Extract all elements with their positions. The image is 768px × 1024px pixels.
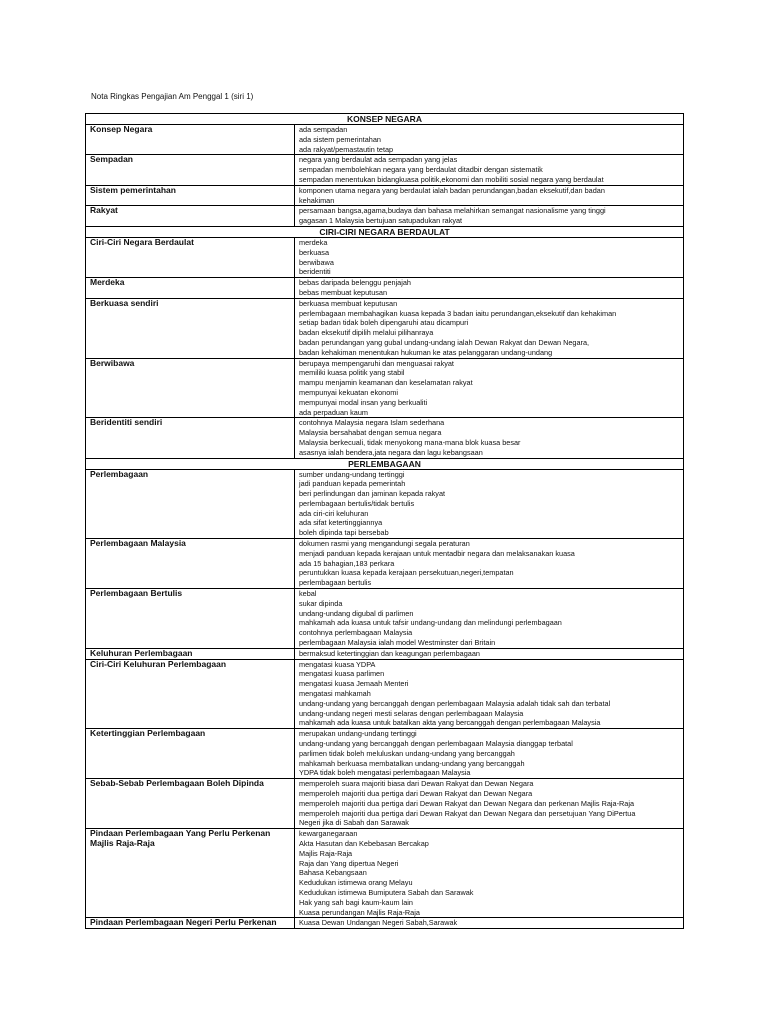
definition-line: ada perpaduan kaum (299, 407, 368, 417)
definition-line: ada ciri-ciri keluhuran (299, 508, 369, 518)
definition-line: parlimen tidak boleh meluluskan undang-undang yang bercanggah (299, 748, 515, 758)
definition-line: undang-undang yang bercanggah dengan perlembagaan Malaysia dianggap terbatal (299, 739, 573, 749)
definition-line: contohnya Malaysia negara Islam sederhana (299, 418, 445, 428)
table-row (86, 358, 684, 418)
term-cell: Rakyat (86, 206, 295, 227)
definition-line: sempadan menentukan bidangkuasa politik,ekonomi dan mobiliti sosial negara yang berdaulat (299, 174, 604, 184)
term-cell: Perlembagaan Malaysia (86, 539, 295, 589)
definition-line: mengatasi kuasa parlimen (299, 669, 385, 679)
section-heading-row (86, 458, 684, 469)
table-row (86, 237, 684, 277)
definition-line: Kedudukan istimewa orang Melayu (299, 878, 413, 888)
definition-cell (295, 659, 684, 729)
definition-line: memperoleh majoriti dua pertiga dari Dewan Rakyat dan Dewan Negara (299, 789, 533, 798)
definition-line: sukar dipinda (299, 598, 343, 608)
definition-line: mahkamah ada kuasa untuk batalkan akta yang bercanggah dengan perlembagaan Malaysia (299, 718, 601, 728)
definition-cell (295, 918, 684, 929)
term-cell: Ciri-Ciri Negara Berdaulat (86, 237, 295, 277)
definition-line: badan kehakiman menentukan hukuman ke atas pelanggaran undang-undang (299, 347, 553, 357)
definition-line: sempadan membolehkan negara yang berdaulat ditadbir dengan sistematik (299, 165, 543, 175)
definition-line: Kuasa perundangan Majlis Raja-Raja (299, 907, 420, 917)
definition-line: memiliki kuasa politik yang stabil (299, 368, 405, 378)
definition-line: ada rakyat/pemastautin tetap (299, 144, 394, 154)
definition-cell (295, 829, 684, 918)
definition-cell (295, 125, 684, 155)
definition-line: Raja dan Yang dipertua Negeri (299, 858, 399, 868)
definition-line: mengatasi kuasa YDPA (299, 659, 376, 669)
definition-line: perlembagaan membahagikan kuasa kepada 3 badan iaitu perundangan,eksekutif dan kehakiman (299, 308, 617, 318)
definition-line: Kedudukan istimewa Bumiputera Sabah dan Sarawak (299, 887, 474, 897)
definition-line: merdeka (299, 237, 328, 247)
definition-line: contohnya perlembagaan Malaysia (299, 628, 413, 638)
term-cell: Sistem pemerintahan (86, 185, 295, 206)
table-row (86, 185, 684, 206)
definition-line: badan eksekutif dipilih melalui pilihanraya (299, 328, 434, 338)
term-cell: Ketertinggian Perlembagaan (86, 729, 295, 779)
definition-line: setiap badan tidak boleh dipengaruhi atau dicampuri (299, 318, 469, 328)
term-cell: Beridentiti sendiri (86, 418, 295, 458)
definition-cell (295, 237, 684, 277)
definition-line: memperoleh suara majoriti biasa dari Dewan Rakyat dan Dewan Negara (299, 779, 534, 789)
table-row (86, 779, 684, 829)
definition-cell (295, 358, 684, 418)
definition-cell (295, 155, 684, 185)
definition-line: berwibawa (299, 257, 334, 267)
definition-line: badan perundangan yang gubal undang-undang ialah Dewan Rakyat dan Dewan Negara, (299, 337, 590, 347)
table-row (86, 659, 684, 729)
definition-line: beridentiti (299, 267, 331, 277)
definition-line: menjadi panduan kepada kerajaan untuk mentadbir negara dan melaksanakan kuasa (299, 548, 575, 558)
table-row (86, 298, 684, 358)
definition-line: berupaya mempengaruhi dan menguasai rakyat (299, 358, 454, 368)
definition-line: YDPA tidak boleh mengatasi perlembagaan Malaysia (299, 768, 471, 778)
term-cell: Sebab-Sebab Perlembagaan Boleh Dipinda (86, 779, 295, 829)
definition-line: mahkamah berkuasa membatalkan undang-undang yang bercanggah (299, 758, 525, 768)
definition-line: merupakan undang-undang tertinggi (299, 729, 417, 739)
definition-cell (295, 206, 684, 227)
definition-line: sumber undang-undang tertinggi (299, 469, 405, 479)
definition-line: beri perlindungan dan jaminan kepada rakyat (299, 489, 446, 499)
term-cell: Pindaan Perlembagaan Negeri Perlu Perkenan (86, 918, 295, 929)
definition-line: dokumen rasmi yang mengandungi segala peraturan (299, 539, 470, 549)
term-cell: Pindaan Perlembagaan Yang Perlu Perkenan Majlis Raja-Raja (86, 829, 295, 918)
definition-line: undang-undang yang bercanggah dengan perlembagaan Malaysia adalah tidak sah dan terbatal (299, 698, 611, 708)
definition-line: komponen utama negara yang berdaulat ialah badan perundangan,badan eksekutif,dan badan (299, 185, 605, 195)
term-cell: Konsep Negara (86, 125, 295, 155)
definition-cell (295, 648, 684, 659)
table-row (86, 918, 684, 929)
definition-line: kehakiman (299, 195, 335, 205)
section-title: PERLEMBAGAAN (86, 458, 684, 469)
definition-line: bebas membuat keputusan (299, 287, 388, 297)
definition-line: asasnya ialah bendera,jata negara dan lagu kebangsaan (299, 447, 483, 457)
term-cell: Berwibawa (86, 358, 295, 418)
definition-line: bebas daripada belenggu penjajah (299, 278, 411, 288)
table-row (86, 278, 684, 299)
term-cell: Berkuasa sendiri (86, 298, 295, 358)
table-row (86, 589, 684, 649)
definition-line: persamaan bangsa,agama,budaya dan bahasa melahirkan semangat nasionalisme yang tinggi (299, 206, 606, 216)
term-cell: Perlembagaan (86, 469, 295, 539)
definition-line: Akta Hasutan dan Kebebasan Bercakap (299, 838, 429, 848)
definition-line: ada sempadan (299, 125, 348, 134)
definition-line: kebal (299, 589, 317, 599)
definition-line: ada sifat ketertinggiannya (299, 518, 383, 528)
section-heading-row (86, 226, 684, 237)
definition-line: Malaysia bersahabat dengan semua negara (299, 428, 442, 438)
term-cell: Ciri-Ciri Keluhuran Perlembagaan (86, 659, 295, 729)
section-heading-row (86, 114, 684, 125)
notes-table (85, 113, 684, 929)
definition-line: mengatasi mahkamah (299, 689, 371, 699)
definition-line: peruntukkan kuasa kepada kerajaan persekutuan,negeri,tempatan (299, 568, 514, 578)
definition-line: Negeri jika di Sabah dan Sarawak (299, 818, 409, 828)
definition-cell (295, 418, 684, 458)
definition-line: perlembagaan bertulis/tidak bertulis (299, 498, 415, 508)
definition-cell (295, 298, 684, 358)
definition-cell (295, 469, 684, 539)
definition-line: ada 15 bahagian,183 perkara (299, 558, 395, 568)
definition-line: jadi panduan kepada pemerintah (299, 479, 406, 489)
definition-line: undang-undang negeri mesti selaras dengan perlembagaan Malaysia (299, 708, 524, 718)
definition-line: Kuasa Dewan Undangan Negeri Sabah,Sarawak (299, 918, 458, 928)
definition-cell (295, 185, 684, 206)
definition-line: mengatasi kuasa Jemaah Menteri (299, 679, 409, 689)
definition-line: berkuasa (299, 247, 330, 257)
definition-line: mahkamah ada kuasa untuk tafsir undang-undang dan melindungi perlembagaan (299, 618, 562, 628)
definition-cell (295, 278, 684, 299)
table-row (86, 206, 684, 227)
definition-line: mempunyai modal insan yang berkualiti (299, 397, 428, 407)
definition-line: mampu menjamin keamanan dan keselamatan rakyat (299, 378, 473, 388)
table-row (86, 418, 684, 458)
term-cell: Perlembagaan Bertulis (86, 589, 295, 649)
definition-line: perlembagaan bertulis (299, 578, 372, 588)
definition-line: Majlis Raja-Raja (299, 848, 353, 858)
table-row (86, 125, 684, 155)
definition-cell (295, 729, 684, 779)
definition-cell (295, 779, 684, 829)
section-title: KONSEP NEGARA (86, 114, 684, 125)
definition-line: Bahasa Kebangsaan (299, 868, 367, 878)
definition-line: kewarganegaraan (299, 829, 358, 839)
definition-line: memperoleh majoriti dua pertiga dari Dewan Rakyat dan Dewan Negara dan perkenan Majlis Raja-Raja (299, 798, 635, 808)
definition-line: mempunyai kekuatan ekonomi (299, 387, 398, 397)
table-row (86, 469, 684, 539)
table-row (86, 539, 684, 589)
definition-line: negara yang berdaulat ada sempadan yang jelas (299, 155, 458, 165)
definition-line: memperoleh majoriti dua pertiga dari Dewan Rakyat dan Dewan Negara dan persetujuan Yang DiPertua (299, 808, 636, 818)
section-title: CIRI-CIRI NEGARA BERDAULAT (86, 226, 684, 237)
definition-line: boleh dipinda tapi bersebab (299, 528, 389, 538)
definition-line: berkuasa membuat keputusan (299, 298, 398, 308)
document-header: Nota Ringkas Pengajian Am Penggal 1 (siri 1) (91, 92, 254, 101)
definition-line: perlembagaan Malaysia ialah model Westminster dari Britain (299, 638, 496, 648)
table-row (86, 155, 684, 185)
table-row (86, 648, 684, 659)
definition-cell (295, 589, 684, 649)
term-cell: Sempadan (86, 155, 295, 185)
definition-line: gagasan 1 Malaysia bertujuan satupadukan rakyat (299, 216, 463, 226)
table-row (86, 729, 684, 779)
definition-line: Malaysia berkecuali, tidak menyokong mana-mana blok kuasa besar (299, 437, 521, 447)
table-row (86, 829, 684, 918)
definition-cell (295, 539, 684, 589)
term-cell: Merdeka (86, 278, 295, 299)
definition-line: Hak yang sah bagi kaum-kaum lain (299, 897, 413, 907)
definition-line: bermaksud ketertinggian dan keagungan perlembagaan (299, 648, 480, 658)
term-cell: Keluhuran Perlembagaan (86, 648, 295, 659)
definition-line: ada sistem pemerintahan (299, 134, 381, 144)
definition-line: undang-undang digubal di parlimen (299, 608, 414, 618)
